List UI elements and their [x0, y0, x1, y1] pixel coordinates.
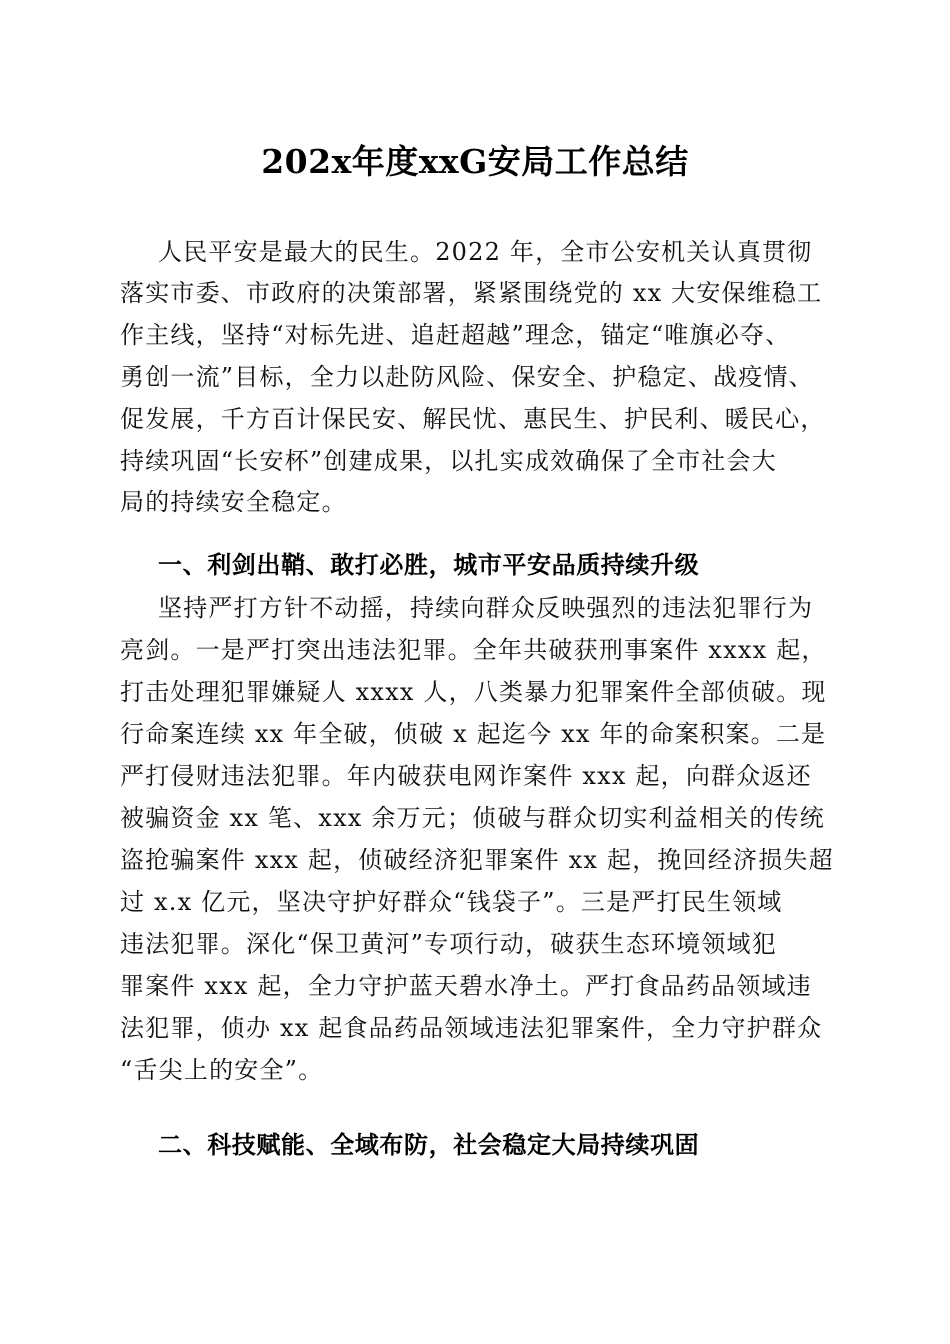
section-1-line-5: 严打侵财违法犯罪。年内破获电网诈案件 xxx 起，向群众返还 [120, 762, 812, 790]
section-1-line-10: 罪案件 xxx 起，全力守护蓝天碧水净土。严打食品药品领域违 [120, 972, 812, 1000]
section-1-line-2: 亮剑。一是严打突出违法犯罪。全年共破获刑事案件 xxxx 起， [120, 636, 827, 664]
section-1-line-11: 法犯罪，侦办 xx 起食品药品领域违法犯罪案件，全力守护群众 [120, 1014, 823, 1042]
document-title: 202x年度xxG安局工作总结 [261, 142, 689, 181]
section-1-line-9: 违法犯罪。深化“保卫黄河”专项行动，破获生态环境领域犯 [120, 930, 777, 958]
section-1-line-3: 打击处理犯罪嫌疑人 xxxx 人，八类暴力犯罪案件全部侦破。现 [120, 678, 827, 706]
section-1-line-6: 被骗资金 xx 笔、xxx 余万元；侦破与群众切实利益相关的传统 [120, 804, 825, 832]
section-1-line-12: “舌尖上的安全”。 [120, 1056, 324, 1084]
intro-line-4: 勇创一流”目标，全力以赴防风险、保安全、护稳定、战疫情、 [120, 363, 814, 391]
intro-line-5: 促发展，千方百计保民安、解民忧、惠民生、护民利、暖民心， [120, 405, 826, 433]
intro-line-6: 持续巩固“长安杯”创建成果，以扎实成效确保了全市社会大 [120, 447, 777, 475]
section-2-heading: 二、科技赋能、全域布防，社会稳定大局持续巩固 [158, 1131, 700, 1159]
intro-line-7: 局的持续安全稳定。 [120, 488, 347, 516]
section-1-heading: 一、利剑出鞘、敢打必胜，城市平安品质持续升级 [158, 551, 700, 579]
section-1-line-7: 盗抢骗案件 xxx 起，侦破经济犯罪案件 xx 起，挽回经济损失超 [120, 846, 834, 874]
section-1-line-1: 坚持严打方针不动摇，持续向群众反映强烈的违法犯罪行为 [158, 594, 814, 622]
intro-line-3: 作主线，坚持“对标先进、追赶超越”理念，锚定“唯旗必夺、 [120, 321, 791, 349]
section-1-line-8: 过 x.x 亿元，坚决守护好群众“钱袋子”。三是严打民生领域 [120, 888, 783, 916]
section-1-line-4: 行命案连续 xx 年全破，侦破 x 起迄今 xx 年的命案积案。二是 [120, 720, 827, 748]
intro-line-2: 落实市委、市政府的决策部署，紧紧围绕党的 xx 大安保维稳工 [120, 279, 823, 307]
intro-line-1: 人民平安是最大的民生。2022 年，全市公安机关认真贯彻 [158, 238, 813, 266]
